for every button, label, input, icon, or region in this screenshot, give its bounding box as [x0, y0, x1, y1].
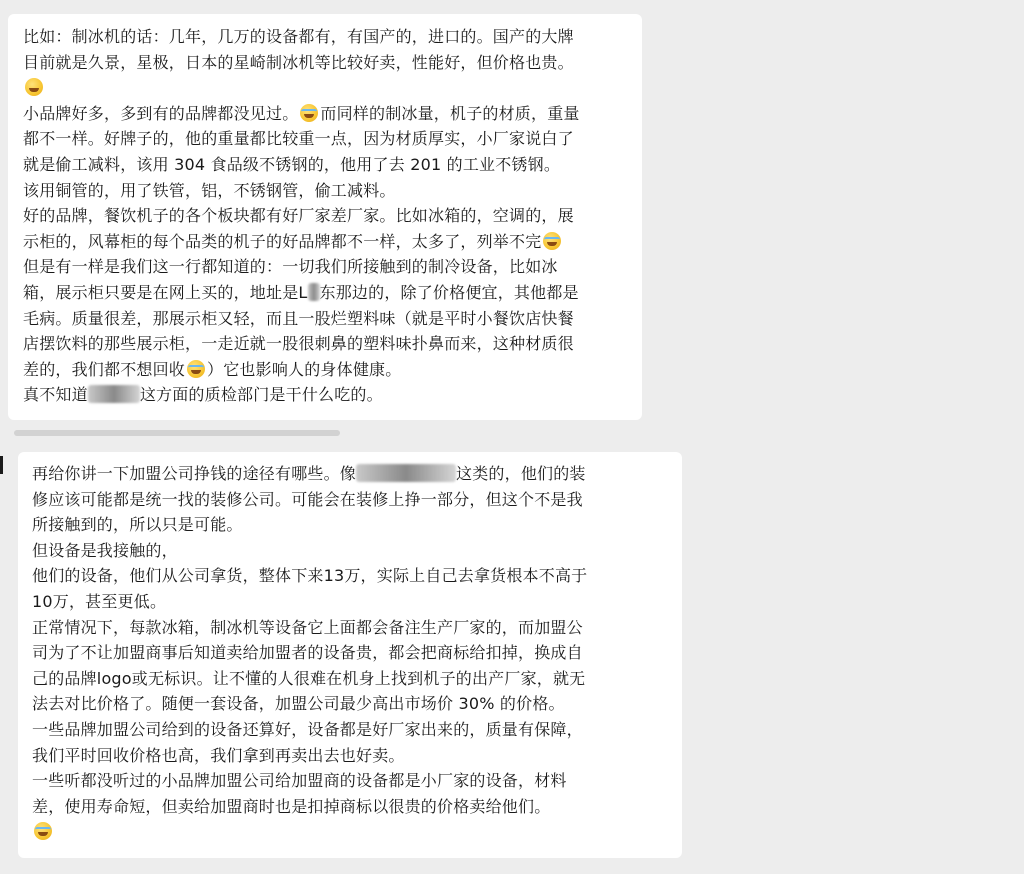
- message-text: 而同样的制冰量，机子的材质，重量: [320, 103, 580, 123]
- message-line: 所接触到的，所以只是可能。: [32, 515, 243, 535]
- message-line: 该用铜管的，用了铁管，铝，不锈钢管，偷工减料。: [23, 180, 396, 200]
- laughing-tears-emoji-icon: [300, 104, 318, 122]
- message-line: 好的品牌，餐饮机子的各个板块都有好厂家差厂家。比如冰箱的，空调的，展: [23, 206, 574, 226]
- message-line: 我们平时回收价格也高，我们拿到再卖出去也好卖。: [32, 745, 405, 765]
- message-line: 己的品牌logo或无标识。让不懂的人很难在机身上找到机子的出产厂家，就无: [32, 668, 586, 688]
- message-text: ）它也影响人的身体健康。: [207, 359, 402, 379]
- laughing-tears-emoji-icon: [543, 232, 561, 250]
- message-line: 司为了不让加盟商事后知道卖给加盟者的设备贵，都会把商标给扣掉，换成自: [32, 643, 583, 663]
- message-text: 这类的，他们的装: [456, 464, 586, 483]
- message-line: [23, 75, 628, 101]
- message-text: 小品牌好多，多到有的品牌都没见过。: [23, 103, 299, 123]
- message-line: [23, 382, 628, 408]
- message-line: 但是有一样是我们这一行都知道的：一切我们所接触到的制冷设备，比如冰: [23, 257, 558, 277]
- redacted-text: [88, 385, 140, 403]
- message-bubble-2: [18, 452, 682, 858]
- message-line: 法去对比价格了。随便一套设备，加盟公司最少高出市场价 30% 的价格。: [32, 694, 565, 714]
- laughing-tears-emoji-icon: [187, 360, 205, 378]
- message-line: 正常情况下，每款冰箱，制冰机等设备它上面都会备注生产厂家的，而加盟公: [32, 617, 583, 637]
- grinning-emoji-icon: [25, 78, 43, 96]
- redacted-text: [356, 464, 456, 482]
- laughing-tears-emoji-icon: [34, 822, 52, 840]
- message-line: 一些品牌加盟公司给到的设备还算好，设备都是好厂家出来的，质量有保障，: [32, 719, 583, 739]
- message-line: 修应该可能都是统一找的装修公司。可能会在装修上挣一部分，但这个不是我: [32, 489, 583, 509]
- message-line: [23, 280, 628, 306]
- selection-marker: [0, 456, 3, 474]
- message-line: [23, 229, 628, 255]
- message-text: 这方面的质检部门是干什么吃的。: [139, 385, 383, 405]
- message-text: 差的，我们都不想回收: [23, 359, 186, 379]
- message-line: 一些听都没听过的小品牌加盟公司给加盟商的设备都是小厂家的设备，材料: [32, 771, 567, 791]
- message-text: 示柜的，风幕柜的每个品类的机子的好品牌都不一样，太多了，列举不完: [23, 231, 542, 251]
- message-line: 他们的设备，他们从公司拿货，整体下来13万，实际上自己去拿货根本不高于: [32, 566, 588, 586]
- horizontal-scrollbar[interactable]: [14, 430, 340, 436]
- message-text: 再给你讲一下加盟公司挣钱的途径有哪些。像: [32, 464, 357, 483]
- message-line: [23, 357, 628, 383]
- message-line: 都不一样。好牌子的，他的重量都比较重一点，因为材质厚实，小厂家说白了: [23, 129, 574, 149]
- message-line: 毛病。质量很差，那展示柜又轻，而且一股烂塑料味（就是平时小餐饮店快餐: [23, 308, 574, 328]
- message-line: 10万，甚至更低。: [32, 591, 167, 611]
- message-line: [32, 461, 668, 487]
- message-line: 比如：制冰机的话：几年，几万的设备都有，有国产的，进口的。国产的大牌: [23, 27, 574, 46]
- redacted-text: [308, 283, 320, 301]
- message-line: 就是偷工减料，该用 304 食品级不锈钢的，他用了去 201 的工业不锈钢。: [23, 154, 561, 174]
- message-line: 店摆饮料的那些展示柜，一走近就一股很刺鼻的塑料味扑鼻而来，这种材质很: [23, 334, 574, 354]
- message-bubble-1: [8, 14, 642, 420]
- message-line: [23, 101, 628, 127]
- message-text: 真不知道: [23, 385, 88, 405]
- message-text: 箱，展示柜只要是在网上买的，地址是L: [23, 282, 308, 302]
- message-line: 目前就是久景，星极，日本的星崎制冰机等比较好卖，性能好，但价格也贵。: [23, 52, 574, 72]
- message-line: 差，使用寿命短，但卖给加盟商时也是扣掉商标以很贵的价格卖给他们。: [32, 796, 551, 816]
- message-line: [32, 819, 668, 845]
- message-line: 但设备是我接触的，: [32, 540, 178, 560]
- message-text: 东那边的，除了价格便宜，其他都是: [319, 282, 579, 302]
